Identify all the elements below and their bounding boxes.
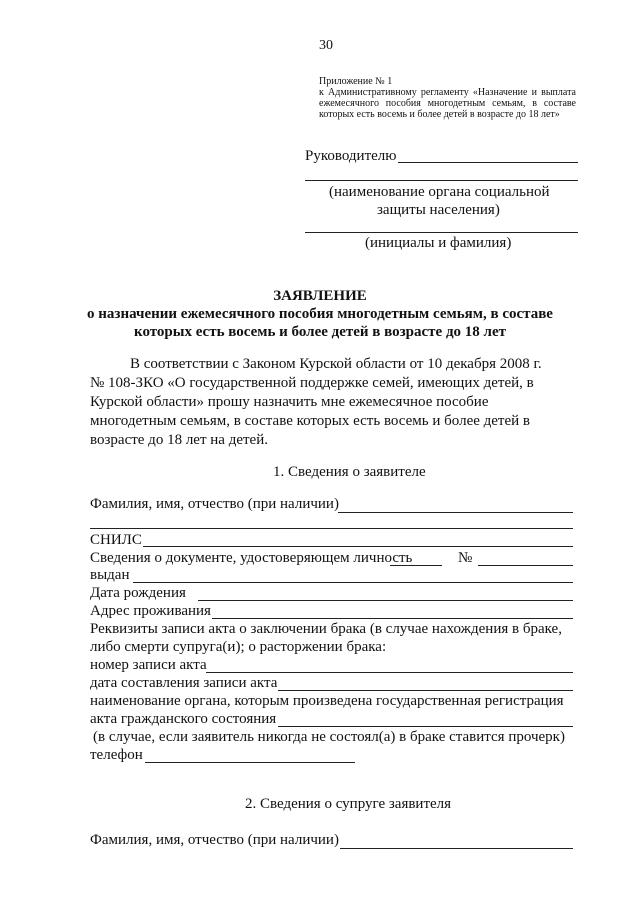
section1-heading: 1. Сведения о заявителе xyxy=(273,464,426,480)
appendix-line-1: Приложение № 1 xyxy=(319,76,393,87)
snils-label: СНИЛС xyxy=(90,532,142,548)
issued-label: выдан xyxy=(90,567,130,583)
applicant-fio-field-2[interactable] xyxy=(90,528,573,529)
authority-label-1: наименование органа, которым произведена государственная регистрация xyxy=(90,693,564,709)
record-date-field[interactable] xyxy=(278,690,573,691)
intro-line-5: возрасте до 18 лет на детей. xyxy=(90,432,268,448)
phone-label: телефон xyxy=(90,747,143,763)
authority-field[interactable] xyxy=(278,726,573,727)
record-number-field[interactable] xyxy=(206,672,573,673)
document-subtitle-2: которых есть восемь и более детей в возрасте до 18 лет xyxy=(134,324,506,340)
spouse-fio-field[interactable] xyxy=(340,848,573,849)
addressee-label: Руководителю xyxy=(305,148,397,164)
addressee-line[interactable] xyxy=(398,162,578,163)
authority-label-2: акта гражданского состояния xyxy=(90,711,277,727)
birth-date-label: Дата рождения xyxy=(90,585,186,601)
address-label: Адрес проживания xyxy=(90,603,211,619)
record-date-label: дата составления записи акта xyxy=(90,675,278,691)
applicant-fio-label: Фамилия, имя, отчество (при наличии) xyxy=(90,496,339,512)
initials-caption: (инициалы и фамилия) xyxy=(365,235,512,251)
marriage-note: (в случае, если заявитель никогда не состоял(а) в браке ставится прочерк) xyxy=(93,729,565,745)
phone-field[interactable] xyxy=(145,762,355,763)
issued-field[interactable] xyxy=(133,582,573,583)
id-doc-series-field[interactable] xyxy=(390,565,442,566)
id-doc-label: Сведения о документе, удостоверяющем личность xyxy=(90,550,413,566)
record-number-label: номер записи акта xyxy=(90,657,207,673)
page-number: 30 xyxy=(319,38,333,53)
marriage-record-label-1: Реквизиты записи акта о заключении брака (в случае нахождения в браке, xyxy=(90,621,562,637)
snils-field[interactable] xyxy=(143,546,573,547)
initials-line[interactable] xyxy=(305,232,578,233)
id-doc-number-label: № xyxy=(458,550,473,566)
birth-date-field[interactable] xyxy=(198,600,573,601)
marriage-record-label-2: либо смерти супруга(и); о расторжении брака: xyxy=(90,639,387,655)
appendix-text: к Административному регламенту «Назначение и выплата ежемесячного пособия многодетным семьям, в составе которых есть восемь и более детей в возрасте до 18 лет» xyxy=(319,87,576,120)
document-title: ЗАЯВЛЕНИЕ xyxy=(273,288,367,304)
intro-line-3: Курской области» прошу назначить мне ежемесячное пособие xyxy=(90,394,489,410)
org-caption-2: защиты населения) xyxy=(377,202,500,218)
intro-line-1: В соответствии с Законом Курской области от 10 декабря 2008 г. xyxy=(130,356,542,372)
spouse-fio-label: Фамилия, имя, отчество (при наличии) xyxy=(90,832,339,848)
document-subtitle-1: о назначении ежемесячного пособия многодетным семьям, в составе xyxy=(87,306,553,322)
intro-line-2: № 108-ЗКО «О государственной поддержке семей, имеющих детей, в xyxy=(90,375,534,391)
applicant-fio-field[interactable] xyxy=(338,512,573,513)
id-doc-number-field[interactable] xyxy=(478,565,573,566)
section2-heading: 2. Сведения о супруге заявителя xyxy=(245,796,452,812)
org-caption-1: (наименование органа социальной xyxy=(329,184,550,200)
intro-line-4: многодетным семьям, в составе которых есть восемь и более детей в xyxy=(90,413,531,429)
org-name-line[interactable] xyxy=(305,180,578,181)
address-field[interactable] xyxy=(212,618,573,619)
